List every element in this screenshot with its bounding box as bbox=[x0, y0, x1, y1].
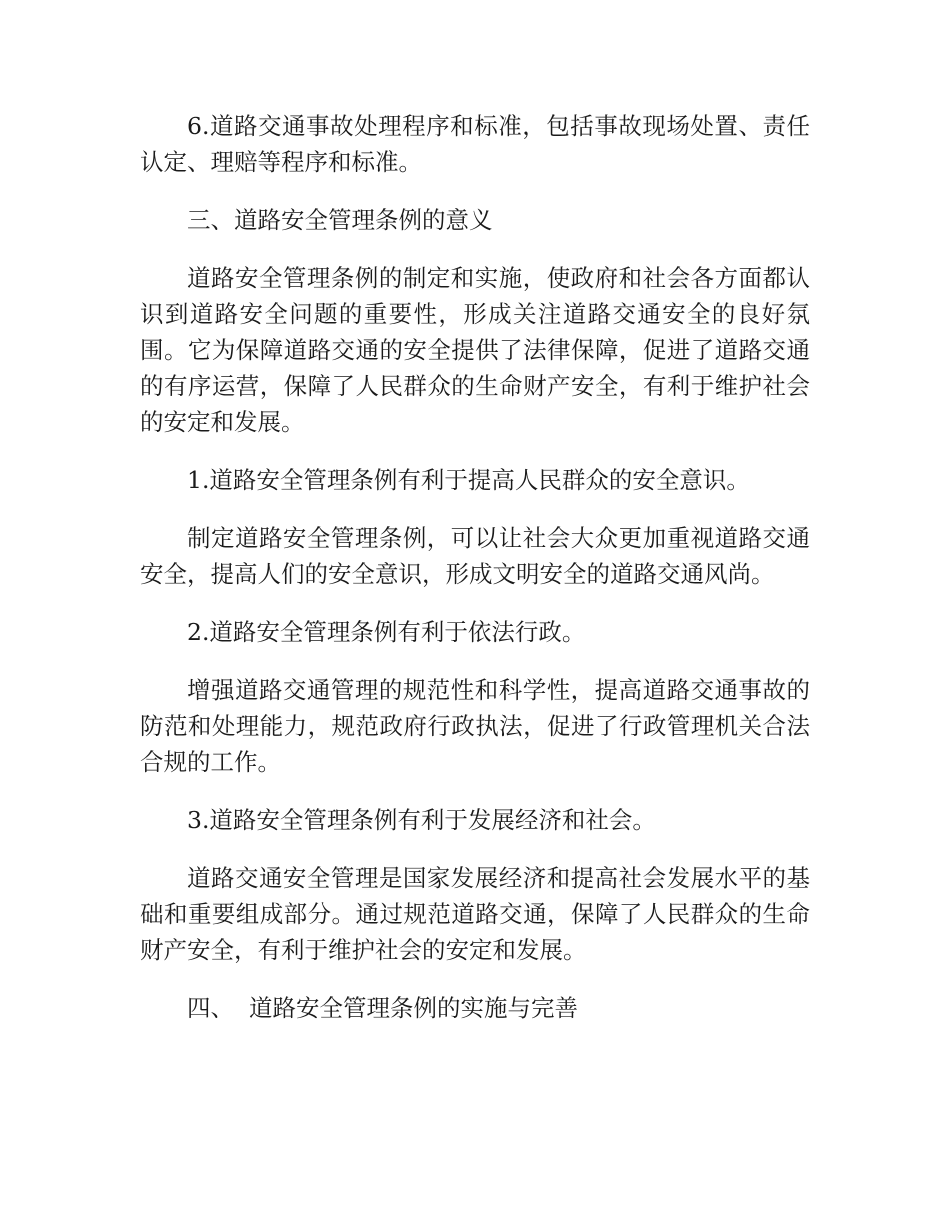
section-heading-4: 四、 道路安全管理条例的实施与完善 bbox=[187, 994, 578, 1022]
paragraph-point-1: 1.道路安全管理条例有利于提高人民群众的安全意识。 bbox=[187, 466, 750, 494]
paragraph-item-6: 6.道路交通事故处理程序和标准，包括事故现场处置、责任认定、理赔等程序和标准。 bbox=[140, 112, 810, 176]
paragraph-point-2: 2.道路安全管理条例有利于依法行政。 bbox=[187, 618, 586, 646]
paragraph-point-3: 3.道路安全管理条例有利于发展经济和社会。 bbox=[187, 806, 656, 834]
document-body bbox=[140, 108, 810, 1048]
paragraph-point-2-detail: 增强道路交通管理的规范性和科学性，提高道路交通事故的防范和处理能力，规范政府行政执法，促进了行政管理机关合法合规的工作。 bbox=[140, 676, 810, 776]
section-heading-3: 三、道路安全管理条例的意义 bbox=[187, 206, 493, 234]
paragraph-significance: 道路安全管理条例的制定和实施，使政府和社会各方面都认识到道路安全问题的重要性，形成关注道路交通安全的良好氛围。它为保障道路交通的安全提供了法律保障，促进了道路交通的有序运营，保障了人民群众的生命财产安全，有利于维护社会的安定和发展。 bbox=[140, 264, 810, 436]
paragraph-point-1-detail: 制定道路安全管理条例，可以让社会大众更加重视道路交通安全，提高人们的安全意识，形成文明安全的道路交通风尚。 bbox=[140, 524, 810, 588]
paragraph-point-3-detail: 道路交通安全管理是国家发展经济和提高社会发展水平的基础和重要组成部分。通过规范道路交通，保障了人民群众的生命财产安全，有利于维护社会的安定和发展。 bbox=[140, 864, 810, 964]
